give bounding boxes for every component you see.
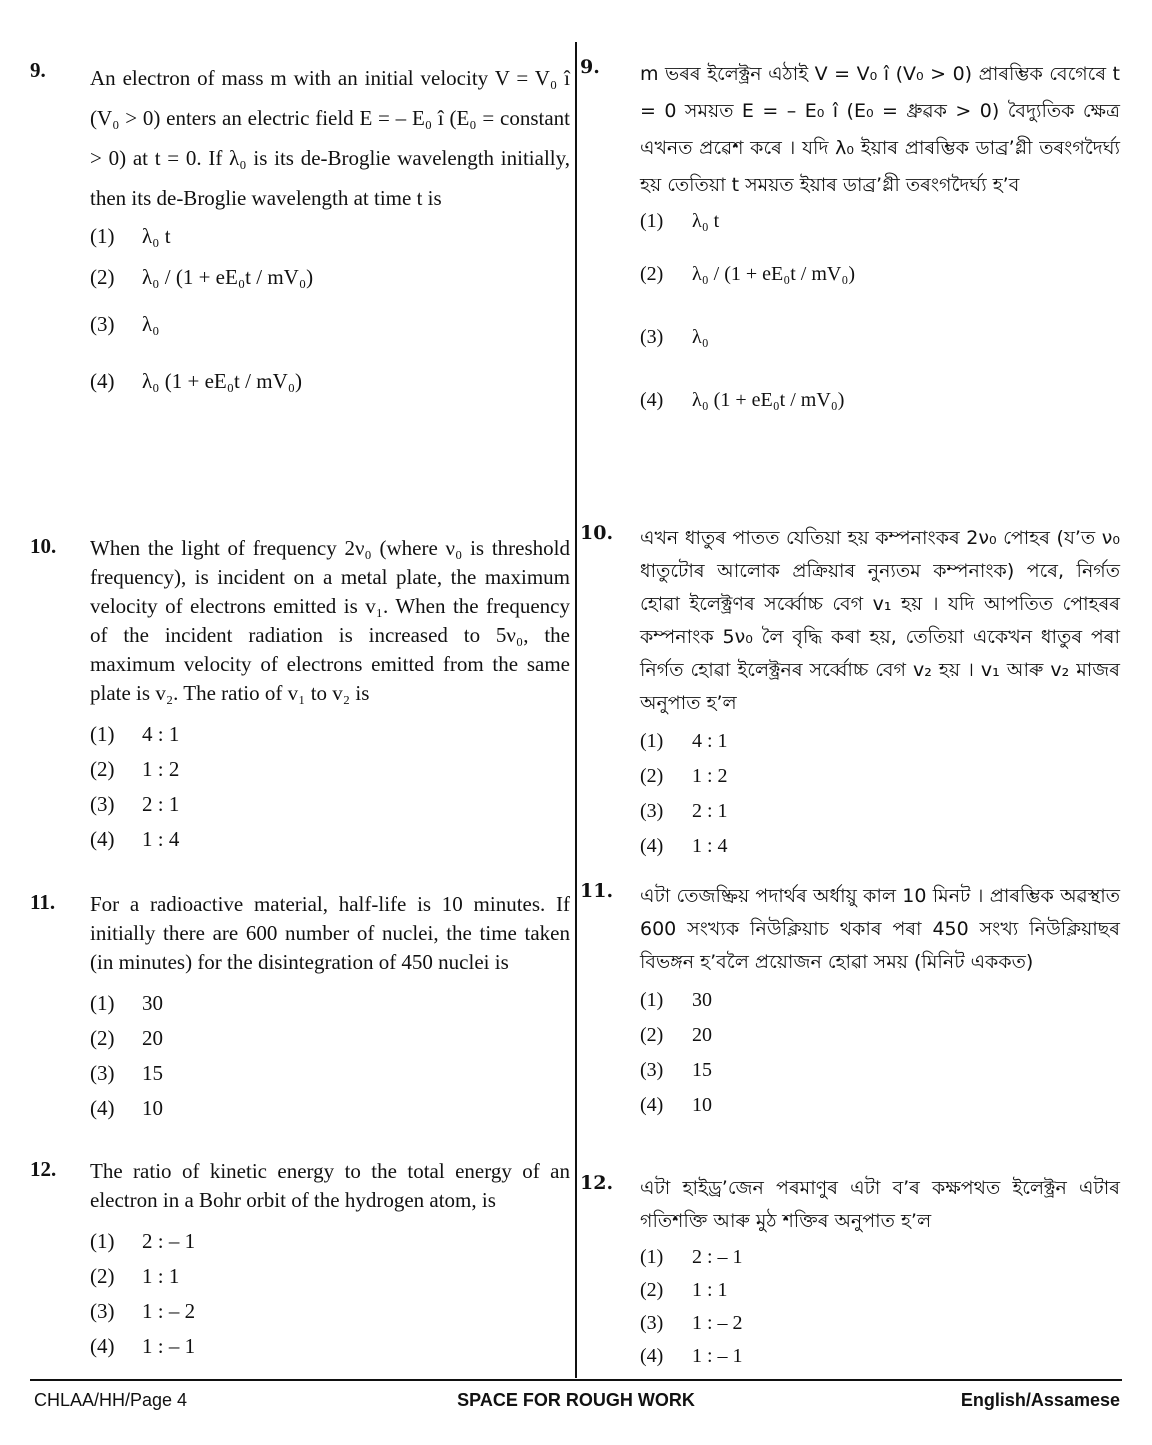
option-1: (1) 30 [640,989,712,1011]
option-3: (3) 15 [640,1059,712,1081]
question-stem: An electron of mass m with an initial velocity V = V₀ î (V₀ > 0) enters an electric field E = – E₀ î (E₀ = constant > 0) at t = 0. If λ₀ is its de-Broglie wavelength initially, then its de-Broglie wavelength at time t is [90,66,570,210]
option-4: (4) 1 : – 1 [90,1334,196,1358]
option-1: (1) 2 : – 1 [90,1229,196,1253]
column-divider [575,42,577,1378]
option-4: (4) 10 [90,1096,163,1120]
option-2: (2) 1 : 2 [90,757,180,781]
option-3: (3) 1 : – 2 [90,1299,196,1323]
question-10-en [30,534,570,852]
question-stem: For a radioactive material, half-life is 10 minutes. If initially there are 600 number of nuclei, the time taken (in minutes) for the disintegration of 450 nuclei is [90,892,570,974]
question-number: 11. [30,890,56,914]
question-stem: The ratio of kinetic energy to the total energy of an electron in a Bohr orbit of the hydrogen atom, is [90,1159,570,1212]
question-number: 10. [580,522,614,544]
question-9-as [580,56,1120,412]
page-code: CHLAA/HH/Page 4 [34,1390,188,1410]
option-3: (3) λ₀ [90,312,160,336]
option-1: (1) λ₀ t [640,210,720,232]
question-number: 12. [30,1157,57,1181]
option-1: (1) 2 : – 1 [640,1246,743,1268]
option-3: (3) 15 [90,1061,163,1085]
option-2: (2) 20 [640,1024,712,1046]
question-number: 12. [580,1172,614,1194]
option-1: (1) 4 : 1 [90,722,180,746]
question-number: 11. [580,880,614,902]
option-3: (3) 1 : – 2 [640,1312,743,1334]
option-4: (4) 10 [640,1094,712,1116]
option-3: (3) λ₀ [640,326,709,348]
option-2: (2) λ₀ / (1 + eE₀t / mV₀) [640,263,855,285]
question-stem: m ভৰৰ ইলেক্ট্ৰন এঠাই V = V₀ î (V₀ > 0) প্ৰাৰম্ভিক বেগেৰে t = 0 সময়ত E = – E₀ î (E₀ = ধ্ৰুৱক > 0) বৈদ্যুতিক ক্ষেত্ৰ এখনত প্ৰৱেশ কৰে । যদি λ₀ ইয়াৰ প্ৰাৰম্ভিক ডাব্ৰ’গ্লী তৰংগদৈৰ্ঘ্য হয় তেতিয়া t সময়ত ইয়াৰ ডাব্ৰ’গ্লী তৰংগদৈৰ্ঘ্য হ’ব [640,63,1120,196]
question-12-as [580,1172,1120,1368]
option-3: (3) 2 : 1 [90,792,180,816]
rough-work-label: SPACE FOR ROUGH WORK [457,1390,695,1410]
footer-rule [30,1379,1122,1381]
option-2: (2) λ₀ / (1 + eE₀t / mV₀) [90,265,314,289]
option-2: (2) 20 [90,1026,163,1050]
question-12-en [30,1157,570,1359]
option-3: (3) 2 : 1 [640,800,728,822]
option-1: (1) 4 : 1 [640,730,728,752]
question-stem: এটা তেজষ্ক্ৰিয় পদাৰ্থৰ অৰ্ধায়ু কাল 10 মিনট । প্ৰাৰম্ভিক অৱস্থাত 600 সংখ্যক নিউক্লিয়াচ থকাৰ পৰা 450 সংখ্য নিউক্লিয়াছৰ বিভঙ্গন হ’বলৈ প্ৰয়োজন হোৱা সময় (মিনিট এককত) [640,885,1120,973]
option-4: (4) 1 : – 1 [640,1345,743,1367]
option-2: (2) 1 : 1 [90,1264,180,1288]
question-number: 9. [30,58,46,82]
question-stem: When the light of frequency 2ν₀ (where ν₀ is threshold frequency), is incident on a metal plate, the maximum velocity of electrons emitted is v₁. When the frequency of the incident radiation is increased to 5ν₀, the maximum velocity of electrons emitted from the same plate is v₂. The ratio of v₁ to v₂ is [90,536,570,705]
option-1: (1) 30 [90,991,163,1015]
question-10-as [580,522,1120,858]
option-2: (2) 1 : 2 [640,765,728,787]
option-4: (4) λ₀ (1 + eE₀t / mV₀) [640,389,845,411]
language-label: English/Assamese [960,1390,1120,1410]
option-1: (1) λ₀ t [90,224,171,248]
question-number: 9. [580,56,600,78]
option-4: (4) λ₀ (1 + eE₀t / mV₀) [90,369,303,393]
question-9-en [30,58,570,394]
question-number: 10. [30,534,57,558]
option-2: (2) 1 : 1 [640,1279,728,1301]
option-4: (4) 1 : 4 [640,835,728,857]
question-11-en [30,890,570,1121]
question-11-as [580,880,1120,1117]
question-stem: এটা হাইড্ৰ’জেন পৰমাণুৰ এটা ব’ৰ কক্ষপথত ইলেক্ট্ৰন এটাৰ গতিশক্তি আৰু মুঠ শক্তিৰ অনুপাত হ’ল [640,1177,1120,1232]
option-4: (4) 1 : 4 [90,827,180,851]
question-stem: এখন ধাতুৰ পাতত যেতিয়া হয় কম্পনাংকৰ 2ν₀ পোহৰ (য’ত ν₀ ধাতুটোৰ আলোক প্ৰক্ৰিয়াৰ নুন্যতম কম্পনাংক) পৰে, নিৰ্গত হোৱা ইলেক্ট্ৰণৰ সৰ্ব্বোচ্চ বেগ v₁ হয় । যদি আপতিত পোহৰৰ কম্পনাংক 5ν₀ লৈ বৃদ্ধি কৰা হয়, তেতিয়া একেখন ধাতুৰ পৰা নিৰ্গত হোৱা ইলেক্ট্ৰনৰ সৰ্ব্বোচ্চ বেগ v₂ হয় । v₁ আৰু v₂ মাজৰ অনুপাত হ’ল [640,527,1120,714]
